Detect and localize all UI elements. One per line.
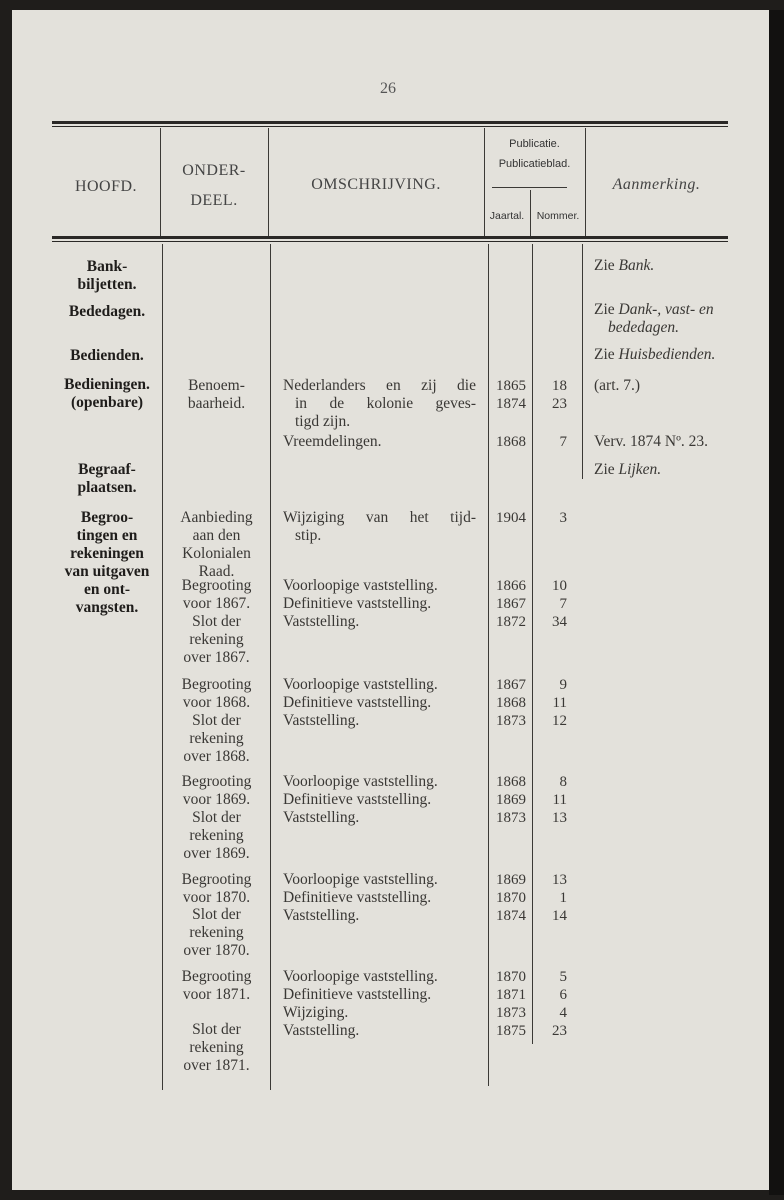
omschrijving-line: Vaststelling.: [283, 1022, 360, 1039]
nommer-value: 7: [559, 434, 567, 450]
col-divider: [582, 244, 583, 479]
onderdeel-begrooting-1868: [164, 676, 269, 712]
aanmerking-prefix: Zie: [594, 257, 619, 274]
hoofd-line: vangsten.: [75, 599, 139, 616]
top-rule: [52, 121, 728, 124]
onderdeel-benoembaarheid: [164, 377, 269, 413]
onderdeel-line: over 1869.: [183, 845, 250, 862]
onderdeel-line: rekening: [189, 631, 244, 648]
onderdeel-line: rekening: [189, 827, 244, 844]
aanmerking-bank: [594, 257, 654, 275]
jaartal-group: [484, 773, 526, 827]
onderdeel-line: voor 1867.: [182, 595, 251, 612]
header-publicatie: Publicatie.: [509, 138, 560, 150]
omschrijving-1869: [283, 773, 438, 827]
nommer-value: 3: [559, 510, 567, 526]
hoofd-line: van uitgaven: [64, 563, 150, 580]
aanmerking-art: (art. 7.): [594, 377, 641, 394]
omschrijving-line: Definitieve vaststelling.: [283, 791, 432, 808]
jaartal-value: 1873: [496, 810, 526, 826]
jaartal-value: 1869: [496, 872, 526, 888]
header-rule-thin: [52, 241, 728, 242]
col-divider: [270, 244, 271, 1090]
jaartal-value: 1866: [496, 578, 526, 594]
hoofd-bededagen: [52, 303, 162, 321]
onderdeel-line: Slot der: [192, 712, 241, 729]
nommer-value: 9: [559, 677, 567, 693]
onderdeel-line: Aanbieding: [180, 509, 253, 526]
nommer-group: [537, 773, 567, 827]
header-nommer: Nommer.: [536, 210, 580, 222]
onderdeel-begrooting-1871: [164, 968, 269, 1004]
nommer-value: 34: [552, 614, 567, 630]
header-hoofd: HOOFD.: [74, 178, 138, 195]
hoofd-line: Begraaf-: [78, 461, 136, 478]
aanmerking-bedienden: [594, 346, 715, 364]
omschrijving-1868: [283, 676, 438, 730]
nommer-value: 18: [552, 378, 567, 394]
onderdeel-line: Begrooting: [181, 676, 252, 693]
omschrijving-1867: [283, 577, 438, 631]
aanmerking-lijken: [594, 461, 661, 479]
jaartal-group: [484, 871, 526, 925]
jaartal-value: 1873: [496, 1005, 526, 1021]
nommer-value: 13: [552, 810, 567, 826]
nommer-value: 5: [559, 969, 567, 985]
jaartal-group: [484, 433, 526, 451]
jaartal-group: [484, 577, 526, 631]
aanmerking-verv: Verv. 1874 Nº. 23.: [594, 433, 709, 450]
omschrijving-nederlanders: [283, 377, 476, 431]
header-jaartal: Jaartal.: [489, 210, 525, 222]
onderdeel-slot-1867: [164, 613, 269, 667]
aanmerking-prefix: Zie: [594, 301, 619, 318]
nommer-value: 1: [559, 890, 567, 906]
omschrijving-vreemdelingen: [283, 433, 382, 451]
aanmerking-ref: Dank-, vast- en: [618, 301, 714, 318]
jaartal-value: 1867: [496, 596, 526, 612]
aanmerking-prefix: Zie: [594, 461, 619, 478]
onderdeel-line: rekening: [189, 924, 244, 941]
jaartal-value: 1868: [496, 695, 526, 711]
hoofd-begraafplaatsen: [52, 461, 162, 497]
jaartal-value: 1871: [496, 987, 526, 1003]
hoofd-line: tingen en: [76, 527, 138, 544]
onderdeel-line: aan den: [192, 527, 241, 544]
onderdeel-begrooting-1870: [164, 871, 269, 907]
jaartal-value: 1867: [496, 677, 526, 693]
aanmerking-bededagen: [594, 301, 714, 337]
omschrijving-line: Vreemdelingen.: [283, 433, 382, 450]
omschrijving-1871: [283, 968, 438, 1040]
onderdeel-line: over 1870.: [183, 942, 250, 959]
aanmerking-prefix: Zie: [594, 346, 619, 363]
onderdeel-aanbieding: [164, 509, 269, 581]
jaartal-value: 1868: [496, 434, 526, 450]
onderdeel-line: baarheid.: [187, 395, 246, 412]
onderdeel-line: rekening: [189, 1039, 244, 1056]
onderdeel-line: voor 1871.: [182, 986, 251, 1003]
header-publicatieblad: Publicatieblad.: [498, 158, 571, 170]
jaartal-group: [484, 968, 526, 1040]
hoofd-line: Bedieningen.: [64, 376, 150, 393]
jaartal-value: 1870: [496, 969, 526, 985]
hoofd-line: plaatsen.: [77, 479, 137, 496]
hoofd-line: (openbare): [70, 394, 144, 411]
nommer-group: [537, 676, 567, 730]
omschrijving-line: Vaststelling.: [283, 712, 360, 729]
nommer-group: [537, 509, 567, 527]
jaartal-value: 1872: [496, 614, 526, 630]
hoofd-bank: [52, 258, 162, 294]
nommer-value: 13: [552, 872, 567, 888]
onderdeel-slot-1870: [164, 906, 269, 960]
onderdeel-line: Slot der: [192, 809, 241, 826]
hoofd-line: Bededagen.: [68, 303, 146, 320]
header-aanmerking: Aanmerking.: [612, 176, 701, 193]
aanmerking-ref: Lijken.: [618, 461, 662, 478]
nommer-value: 14: [552, 908, 567, 924]
nommer-value: 11: [552, 695, 567, 711]
nommer-value: 6: [559, 987, 567, 1003]
page-number: 26: [380, 80, 396, 97]
hoofd-bedienden: [52, 347, 162, 365]
onderdeel-line: Slot der: [192, 1021, 241, 1038]
onderdeel-slot-1871: [164, 1021, 269, 1075]
header-rule: [52, 236, 728, 239]
header-onderdeel-line: ONDER-: [182, 162, 246, 179]
omschrijving-line: Vaststelling.: [283, 809, 360, 826]
jaartal-group: [484, 377, 526, 413]
nommer-value: 23: [552, 1023, 567, 1039]
jaartal-value: 1869: [496, 792, 526, 808]
onderdeel-slot-1868: [164, 712, 269, 766]
jaartal-group: [484, 676, 526, 730]
jaartal-value: 1874: [496, 908, 526, 924]
hoofd-line: en ont-: [83, 581, 131, 598]
onderdeel-begrooting-1867: [164, 577, 269, 613]
omschrijving-line: tigd zijn.: [295, 413, 351, 430]
top-rule-thin: [52, 126, 728, 127]
hoofd-line: biljetten.: [77, 276, 137, 293]
onderdeel-line: voor 1869.: [182, 791, 251, 808]
nommer-value: 12: [552, 713, 567, 729]
omschrijving-line: Voorloopige vaststelling.: [283, 968, 438, 985]
omschrijving-1870: [283, 871, 438, 925]
omschrijving-line: Nederlanders en zij die: [283, 377, 476, 394]
nommer-value: 7: [559, 596, 567, 612]
hoofd-bedieningen: [52, 376, 162, 412]
col-divider: [532, 244, 533, 1044]
jaartal-value: 1875: [496, 1023, 526, 1039]
nommer-value: 11: [552, 792, 567, 808]
omschrijving-line: Vaststelling.: [283, 613, 360, 630]
omschrijving-line: Definitieve vaststelling.: [283, 595, 432, 612]
jaartal-value: 1873: [496, 713, 526, 729]
header-onderdeel: [160, 160, 268, 212]
omschrijving-line: Vaststelling.: [283, 907, 360, 924]
nommer-group: [537, 433, 567, 451]
header-onderdeel-line: DEEL.: [190, 192, 238, 209]
book-spine: [769, 10, 784, 1195]
onderdeel-line: Kolonialen: [182, 545, 251, 562]
onderdeel-line: Slot der: [192, 906, 241, 923]
onderdeel-line: Begrooting: [181, 577, 252, 594]
hoofd-line: Bank-: [86, 258, 128, 275]
publicatie-rule: [492, 187, 567, 188]
col-divider: [488, 244, 489, 1086]
onderdeel-line: Begrooting: [181, 773, 252, 790]
onderdeel-slot-1869: [164, 809, 269, 863]
header-omschrijving: OMSCHRIJVING.: [311, 176, 441, 193]
onderdeel-line: Begrooting: [181, 871, 252, 888]
hoofd-line: Bedienden.: [70, 347, 144, 364]
onderdeel-line: Raad.: [198, 563, 235, 580]
onderdeel-line: over 1867.: [183, 649, 250, 666]
onderdeel-line: Slot der: [192, 613, 241, 630]
omschrijving-line: Definitieve vaststelling.: [283, 889, 432, 906]
jaartal-value: 1904: [496, 510, 526, 526]
nommer-group: [537, 577, 567, 631]
nommer-value: 8: [559, 774, 567, 790]
omschrijving-wijziging-tijdstip: [283, 509, 476, 545]
onderdeel-line: Benoem-: [188, 377, 245, 394]
col-divider: [162, 244, 163, 1090]
hoofd-line: Begroo-: [80, 509, 134, 526]
jaartal-value: 1874: [496, 396, 526, 412]
onderdeel-line: rekening: [189, 730, 244, 747]
aanmerking-ref: Huisbedienden.: [618, 346, 716, 363]
nommer-group: [537, 968, 567, 1040]
omschrijving-line: Wijziging van het tijd-: [283, 509, 476, 526]
omschrijving-line: Definitieve vaststelling.: [283, 986, 432, 1003]
nommer-value: 4: [559, 1005, 567, 1021]
aanmerking-ref: bededagen.: [608, 319, 680, 336]
onderdeel-line: voor 1868.: [182, 694, 251, 711]
onderdeel-line: over 1871.: [183, 1057, 250, 1074]
omschrijving-line: Voorloopige vaststelling.: [283, 577, 438, 594]
omschrijving-line: Voorloopige vaststelling.: [283, 773, 438, 790]
jaartal-value: 1868: [496, 774, 526, 790]
omschrijving-line: in de kolonie geves-: [295, 395, 476, 412]
omschrijving-line: Voorloopige vaststelling.: [283, 676, 438, 693]
onderdeel-line: voor 1870.: [182, 889, 251, 906]
omschrijving-line: stip.: [295, 527, 322, 544]
nommer-value: 10: [552, 578, 567, 594]
omschrijving-line: Definitieve vaststelling.: [283, 694, 432, 711]
nommer-group: [537, 871, 567, 925]
onderdeel-begrooting-1869: [164, 773, 269, 809]
hoofd-begrootingen: [52, 509, 162, 617]
onderdeel-line: over 1868.: [183, 748, 250, 765]
omschrijving-line: Voorloopige vaststelling.: [283, 871, 438, 888]
nommer-group: [537, 377, 567, 413]
omschrijving-line: Wijziging.: [283, 1004, 349, 1021]
hoofd-line: rekeningen: [70, 545, 144, 562]
nommer-value: 23: [552, 396, 567, 412]
jaartal-group: [484, 509, 526, 527]
onderdeel-line: Begrooting: [181, 968, 252, 985]
jaartal-value: 1865: [496, 378, 526, 394]
aanmerking-ref: Bank.: [618, 257, 655, 274]
jaartal-value: 1870: [496, 890, 526, 906]
